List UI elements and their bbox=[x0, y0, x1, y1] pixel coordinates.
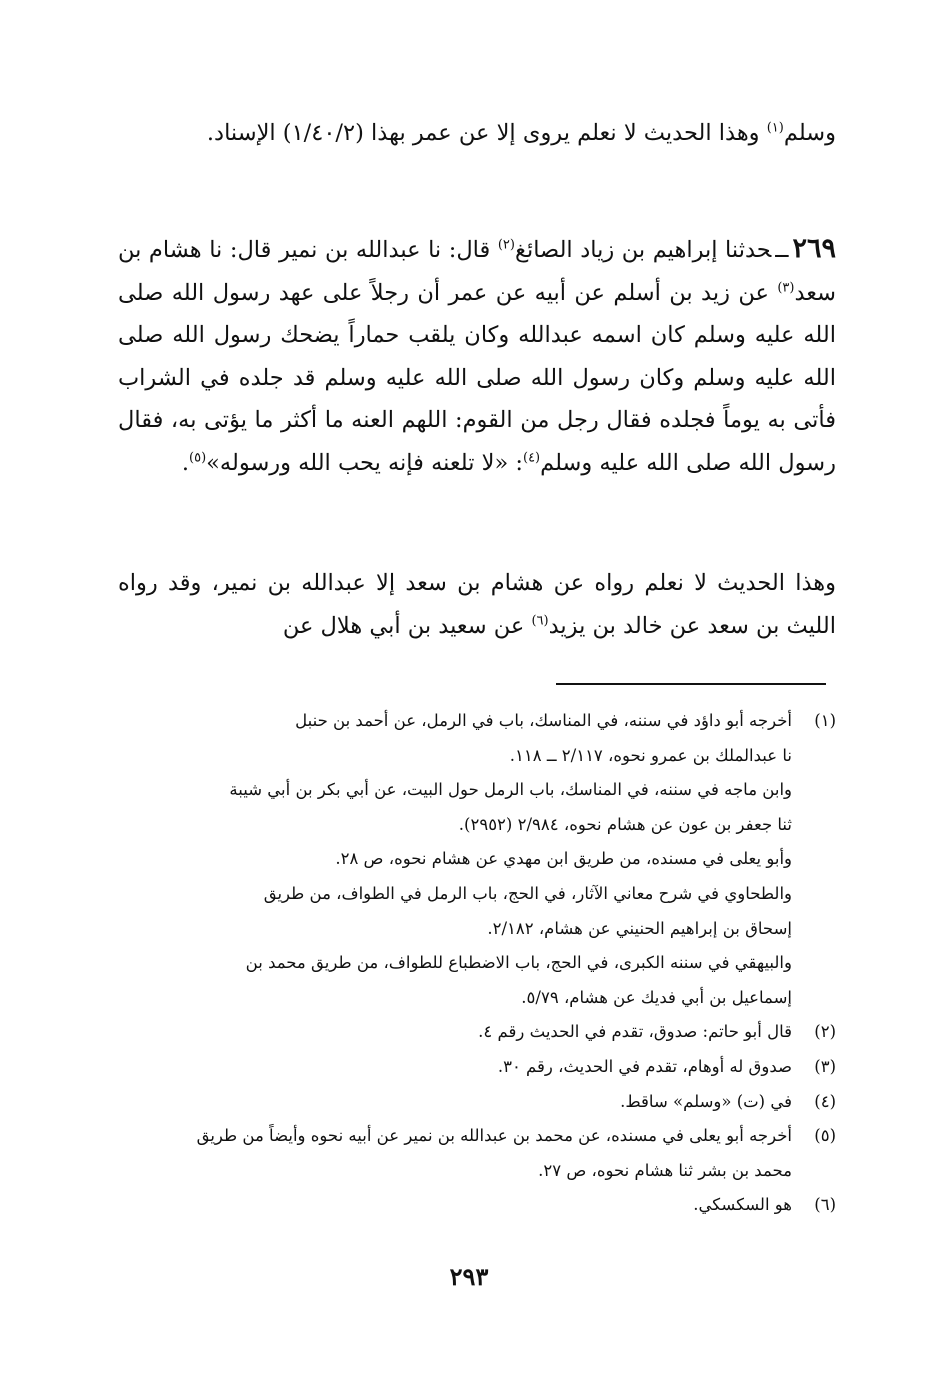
footnote-2 bbox=[118, 1015, 836, 1050]
footnote-line: إسحاق بن إبراهيم الحنيني عن هشام، ٢/١٨٢. bbox=[487, 918, 792, 938]
hadith-number: ٢٦٩ bbox=[792, 233, 836, 264]
commentary-paragraph bbox=[118, 562, 836, 647]
footnote-number: (٢) bbox=[814, 1022, 836, 1042]
footnote-line: والبيهقي في سننه الكبرى، في الحج، باب الاضطباع للطواف، من طريق محمد بن bbox=[245, 953, 792, 973]
footnote-line: وابن ماجه في سننه، في المناسك، باب الرمل حول البيت، عن أبي بكر بن أبي شيبة bbox=[229, 780, 792, 800]
footnote-1 bbox=[118, 704, 836, 1015]
footnote-number: (١) bbox=[814, 711, 836, 730]
text-run: حدثنا إبراهيم بن زياد الصائغ bbox=[514, 237, 772, 263]
text-run: وهذا الحديث لا نعلم يروى إلا عن عمر بهذا (١/٤٠/٢) الإسناد. bbox=[206, 120, 767, 146]
footnote-ref-5: (٥) bbox=[189, 450, 207, 465]
footnote-number: (٥) bbox=[814, 1126, 836, 1146]
page-number: ٢٩٣ bbox=[449, 1262, 489, 1291]
footnotes bbox=[118, 704, 836, 1223]
hadith-paragraph bbox=[118, 228, 836, 484]
footnote-number: (٤) bbox=[814, 1091, 836, 1111]
text-run: وهذا الحديث لا نعلم رواه عن هشام بن سعد إلا عبدالله بن نمير، وقد رواه الليث بن سعد عن خالد بن يزيد bbox=[118, 570, 836, 639]
text-run: : «لا تلعنه فإنه يحب الله ورسوله» bbox=[206, 449, 523, 476]
footnote-ref-3: (٣) bbox=[777, 280, 795, 295]
footnote-line: قال أبو حاتم: صدوق، تقدم في الحديث رقم ٤. bbox=[478, 1022, 792, 1042]
footnote-4 bbox=[118, 1085, 836, 1120]
footnote-divider bbox=[556, 683, 826, 685]
text-run: وسلم bbox=[783, 120, 836, 146]
footnote-line: هو السكسكي. bbox=[693, 1195, 792, 1215]
footnote-3 bbox=[118, 1050, 836, 1085]
footnote-line: والطحاوي في شرح معاني الآثار، في الحج، باب الرمل في الطواف، من طريق bbox=[263, 883, 792, 903]
footnote-line: محمد بن بشر ثنا هشام نحوه، ص ٢٧. bbox=[538, 1160, 792, 1180]
footnote-line: نا عبدالملك بن عمرو نحوه، ٢/١١٧ ــ ١١٨. bbox=[509, 745, 792, 765]
footnote-line: إسماعيل بن أبي فديك عن هشام، ٥/٧٩. bbox=[521, 987, 792, 1007]
footnote-line: وأبو يعلى في مسنده، من طريق ابن مهدي عن هشام نحوه، ص ٢٨. bbox=[335, 849, 792, 869]
footnote-6 bbox=[118, 1188, 836, 1223]
text-run: قال: نا عبدالله بن نمير قال: نا هشام بن سعد bbox=[118, 237, 836, 306]
footnote-number: (٦) bbox=[814, 1195, 836, 1215]
footnote-line: صدوق له أوهام، تقدم في الحديث، رقم ٣٠. bbox=[497, 1056, 792, 1076]
text-run: عن سعيد بن أبي هلال عن bbox=[282, 612, 532, 639]
footnote-number: (٣) bbox=[814, 1056, 836, 1076]
footnote-ref-6: (٦) bbox=[531, 613, 549, 628]
text-run: . bbox=[181, 449, 189, 476]
footnote-line: في (ت) «وسلم» ساقط. bbox=[620, 1091, 792, 1111]
footnote-ref-1: (١) bbox=[766, 120, 784, 136]
text-run: عن زيد بن أسلم عن أبيه عن عمر أن رجلاً على عهد رسول الله صلى الله عليه وسلم كان اسمه عبدالله وكان يلقب حماراً يضحك رسول الله صلى الله عليه وسلم وكان رسول الله صلى الله عليه وسلم قد جلده في الشراب فأتى به يوماً فجلده فقال رجل من القوم: اللهم العنه ما أكثر ما يؤتى به، فقال رسول الله صلى الله عليه وسلم bbox=[118, 279, 836, 476]
footnote-5 bbox=[118, 1119, 836, 1188]
footnote-ref-4: (٤) bbox=[522, 450, 541, 465]
hadith-dash: ــ bbox=[775, 237, 789, 263]
footnote-line: أخرجه أبو داؤد في سننه، في المناسك، باب في الرمل، عن أحمد بن حنبل bbox=[295, 711, 792, 730]
footnote-ref-2: (٢) bbox=[497, 237, 515, 253]
footnote-line: ثنا جعفر بن عون عن هشام نحوه، ٢/٩٨٤ (٢٩٥٢). bbox=[458, 814, 792, 834]
paragraph-continuation bbox=[118, 112, 836, 155]
footnote-line: أخرجه أبو يعلى في مسنده، عن محمد بن عبدالله بن نمير عن أبيه نحوه وأيضاً من طريق bbox=[196, 1126, 792, 1146]
